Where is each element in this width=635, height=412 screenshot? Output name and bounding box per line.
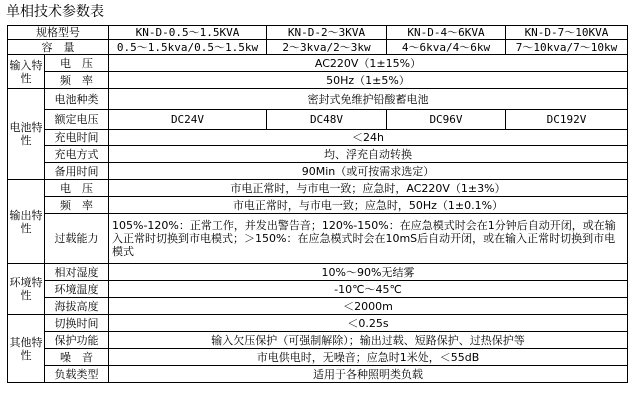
noise-value: 市电供电时，无噪音；应急时1米处，＜55dB (109, 349, 628, 366)
output-frequency-label: 频 率 (45, 197, 109, 214)
output-group-label: 输出特性 (8, 180, 45, 264)
switch-time-value: ＜0.25s (109, 315, 628, 332)
model-1: KN-D-0.5～1.5KVA (109, 26, 267, 40)
protection-row (8, 332, 628, 349)
input-frequency-label: 频 率 (45, 72, 109, 89)
noise-row (8, 349, 628, 366)
charge-time-row (8, 130, 628, 146)
backup-time-label: 备用时间 (45, 163, 109, 180)
altitude-label: 海拔高度 (45, 298, 109, 315)
charge-mode-label: 充电方式 (45, 146, 109, 163)
capacity-label: 容 量 (8, 40, 109, 55)
backup-time-value: 90Min（或可按需求选定） (109, 163, 628, 180)
load-type-label: 负载类型 (45, 366, 109, 383)
spec-label: 规格型号 (8, 26, 109, 40)
capacity-1: 0.5～1.5kva/0.5～1.5kw (109, 40, 267, 55)
battery-type-value: 密封式免维护铅酸蓄电池 (109, 89, 628, 110)
battery-voltage-2: DC48V (267, 110, 387, 130)
page-title: 单相技术参数表 (6, 4, 104, 20)
battery-type-label: 电池种类 (45, 89, 109, 110)
input-voltage-label: 电 压 (45, 55, 109, 72)
model-row (8, 26, 628, 40)
output-frequency-row (8, 197, 628, 214)
overload-value: 105%-120%：正常工作，并发出警告音；120%-150%：在应急模式时会在1分钟后自动开闭，或在输入正常时切换到市电模式；＞150%：在应急模式时会在10mS后自动开闭，或在输入正常时切换到市电模式 (109, 214, 628, 264)
temperature-label: 环境温度 (45, 281, 109, 298)
load-type-value: 适用于各种照明类负载 (109, 366, 628, 383)
capacity-row (8, 40, 628, 55)
output-voltage-label: 电 压 (45, 180, 109, 197)
temperature-row (8, 281, 628, 298)
spec-table (7, 25, 628, 383)
humidity-label: 相对湿度 (45, 264, 109, 281)
output-voltage-row (8, 180, 628, 197)
charge-mode-value: 均、浮充自动转换 (109, 146, 628, 163)
input-frequency-row (8, 72, 628, 89)
load-type-row (8, 366, 628, 383)
other-group-label: 其他特性 (8, 315, 45, 383)
input-voltage-row (8, 55, 628, 72)
backup-time-row (8, 163, 628, 180)
battery-group-label: 电池特性 (8, 89, 45, 180)
capacity-2: 2～3kva/2～3kw (267, 40, 387, 55)
output-voltage-value: 市电正常时，与市电一致；应急时，AC220V（1±3%） (109, 180, 628, 197)
noise-label: 噪 音 (45, 349, 109, 366)
altitude-row (8, 298, 628, 315)
input-group-label: 输入特性 (8, 55, 45, 89)
battery-voltage-label: 额定电压 (45, 110, 109, 130)
model-4: KN-D-7～10KVA (506, 26, 628, 40)
altitude-value: ＜2000m (109, 298, 628, 315)
output-frequency-value: 市电正常时，与市电一致；应急时，50Hz（1±0.1%） (109, 197, 628, 214)
model-3: KN-D-4～6KVA (387, 26, 506, 40)
protection-label: 保护功能 (45, 332, 109, 349)
temperature-value: -10℃～45℃ (109, 281, 628, 298)
protection-value: 输入欠压保护（可强制解除）；输出过载、短路保护、过热保护等 (109, 332, 628, 349)
input-frequency-value: 50Hz（1±5%） (109, 72, 628, 89)
switch-time-label: 切换时间 (45, 315, 109, 332)
model-2: KN-D-2～3KVA (267, 26, 387, 40)
capacity-4: 7～10kva/7～10kw (506, 40, 628, 55)
battery-voltage-4: DC192V (506, 110, 628, 130)
capacity-3: 4～6kva/4～6kw (387, 40, 506, 55)
battery-voltage-3: DC96V (387, 110, 506, 130)
overload-row (8, 214, 628, 264)
humidity-row (8, 264, 628, 281)
environment-group-label: 环境特性 (8, 264, 45, 315)
charge-time-value: ＜24h (109, 130, 628, 146)
battery-voltage-row (8, 110, 628, 130)
humidity-value: 10%～90%无结雾 (109, 264, 628, 281)
battery-voltage-1: DC24V (109, 110, 267, 130)
overload-label: 过载能力 (45, 214, 109, 264)
input-voltage-value: AC220V（1±15%） (109, 55, 628, 72)
charge-time-label: 充电时间 (45, 130, 109, 146)
charge-mode-row (8, 146, 628, 163)
battery-type-row (8, 89, 628, 110)
switch-time-row (8, 315, 628, 332)
